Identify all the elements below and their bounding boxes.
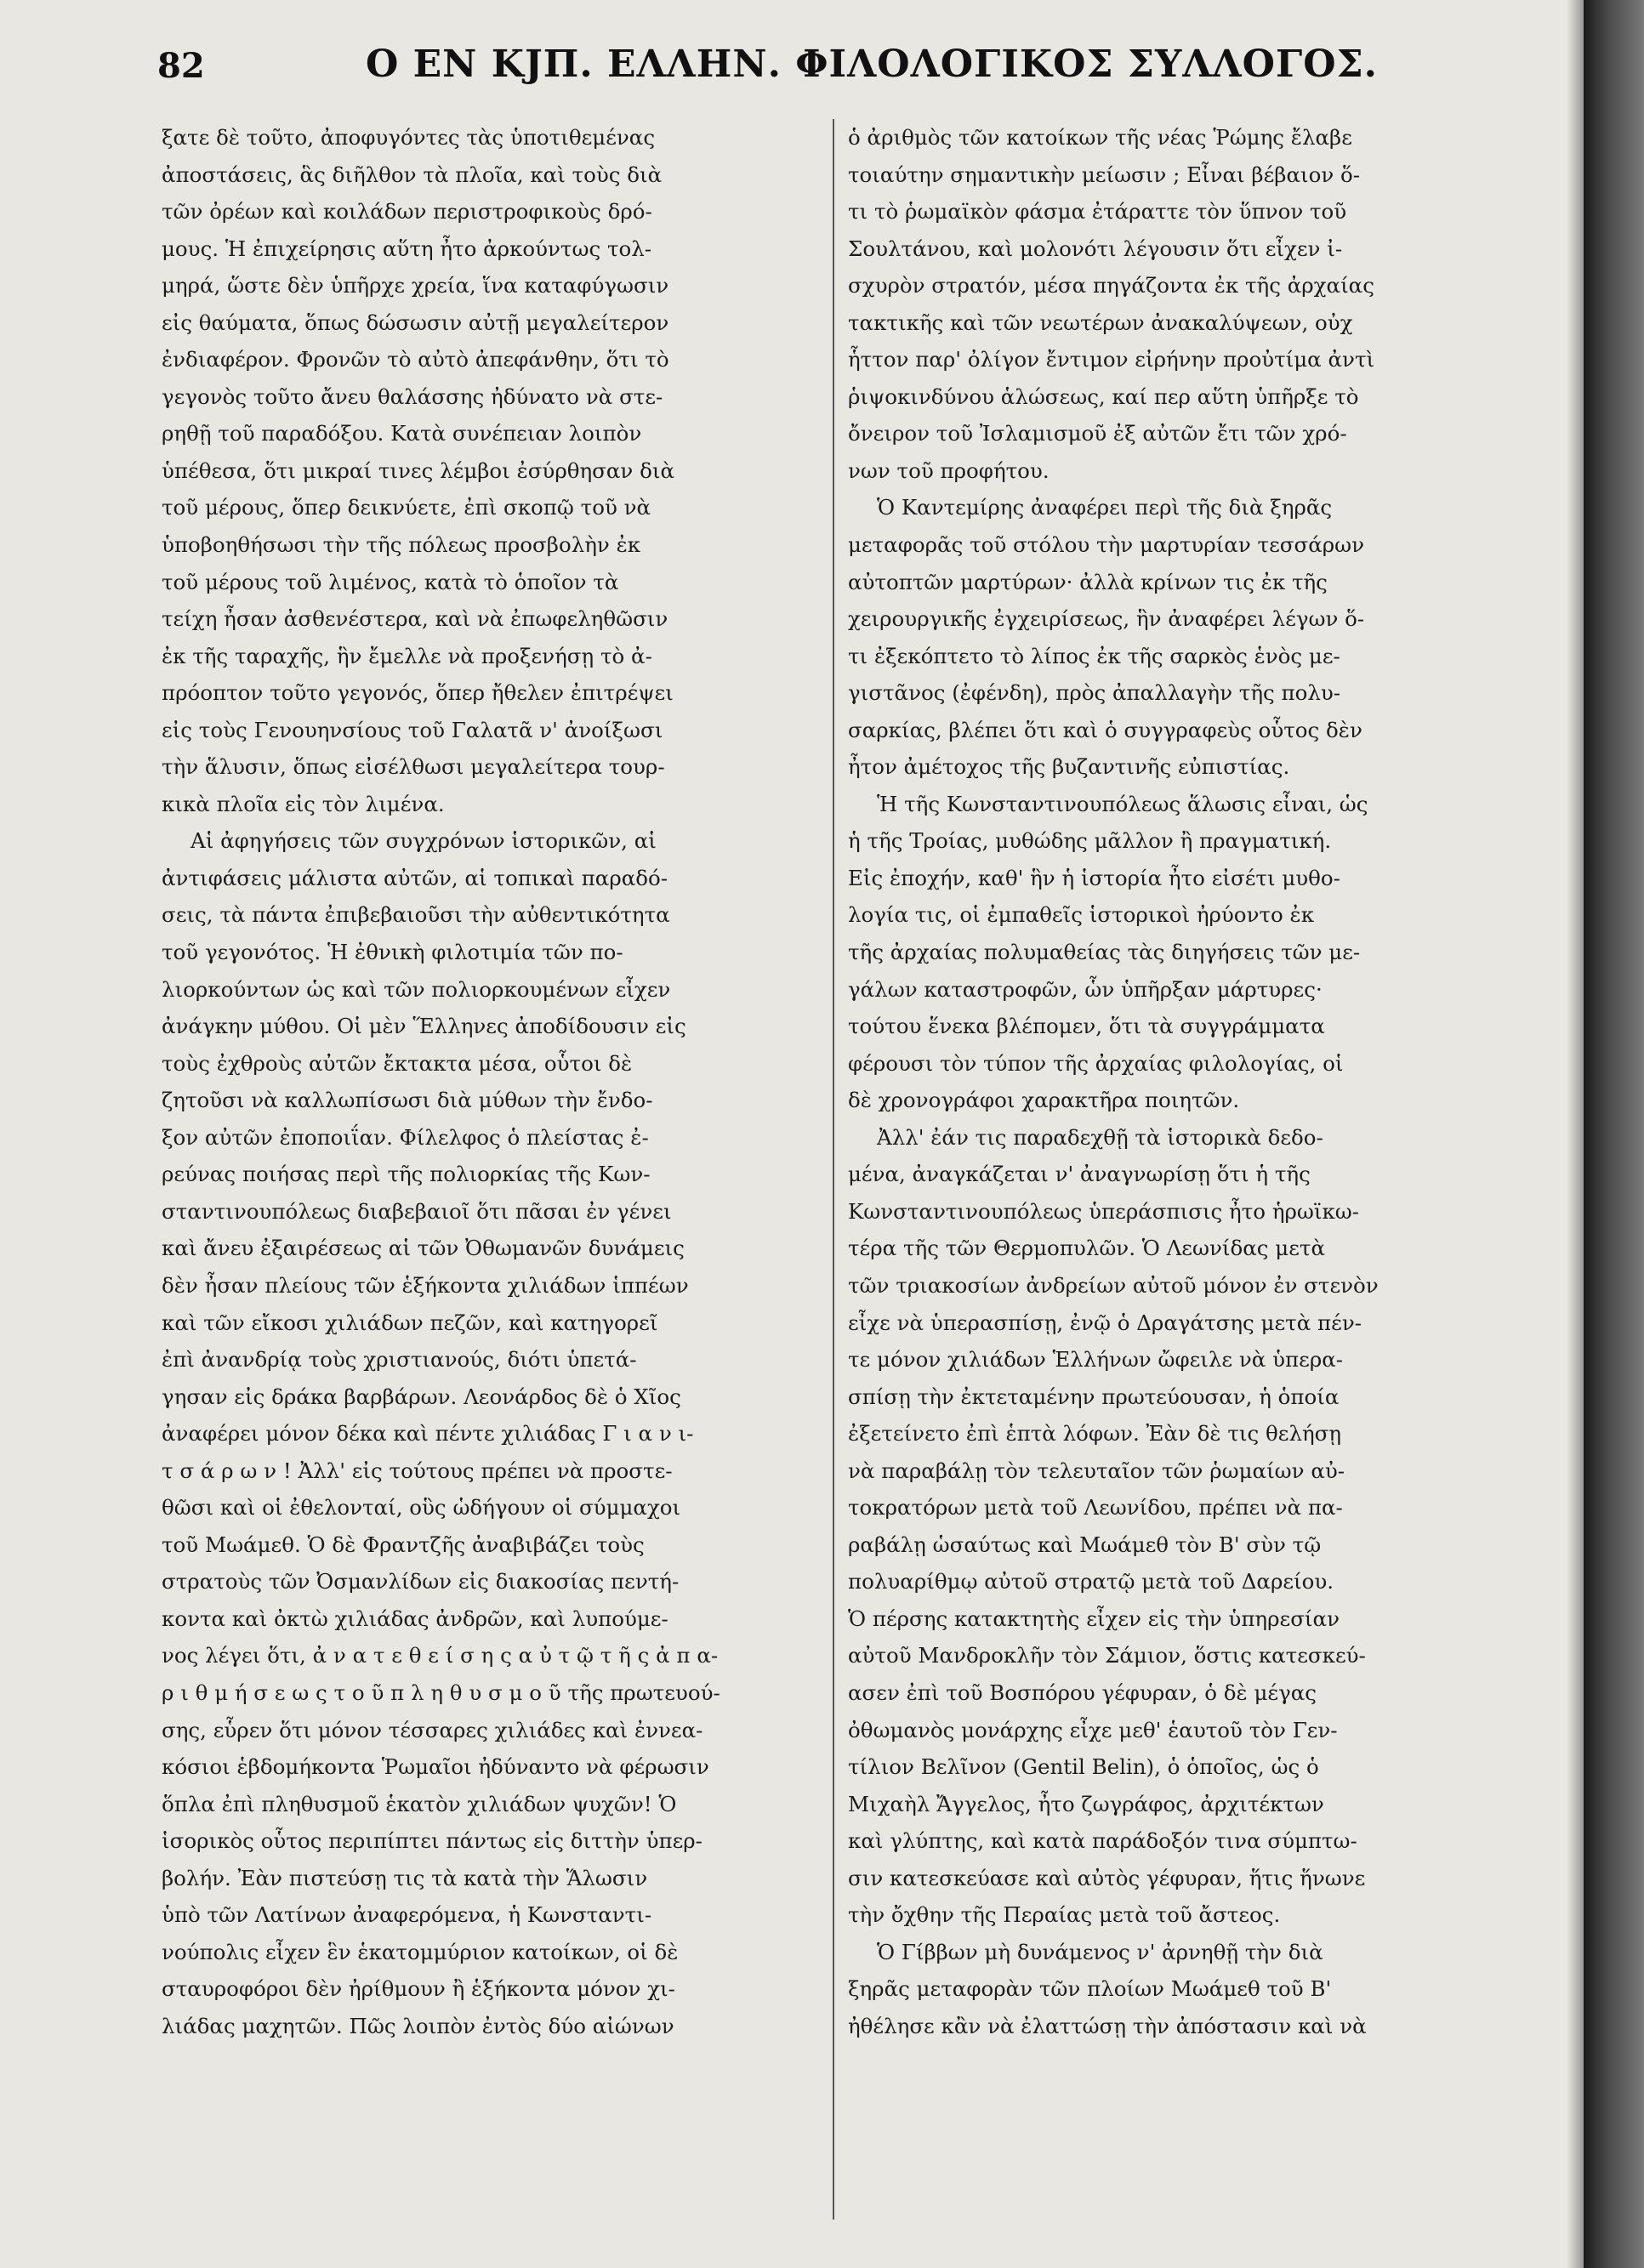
text-line: τι ἐξεκόπτετο τὸ λίπος ἐκ τῆς σαρκὸς ἑνὸς με- <box>848 643 1340 668</box>
right-column <box>848 119 1508 2044</box>
text-line: καὶ τῶν εἴκοσι χιλιάδων πεζῶν, καὶ κατηγορεῖ <box>162 1310 658 1335</box>
text-line: γησαν εἰς δράκα βαρβάρων. Λεονάρδος δὲ ὁ Χῖος <box>162 1384 681 1409</box>
text-line: σχυρὸν στρατόν, μέσα πηγάζοντα ἐκ τῆς ἀρχαίας <box>848 273 1374 298</box>
text-line: ὑποβοηθήσωσι τὴν τῆς πόλεως προσβολὴν ἐκ <box>162 532 641 558</box>
text-line: ρηθῇ τοῦ παραδόξου. Κατὰ συνέπειαν λοιπὸν <box>162 421 642 446</box>
running-title: Ο ΕΝ ΚJΠ. ΕΛΛΗΝ. ΦΙΛΟΛΟΓΙΚΟΣ ΣΥΛΛΟΓΟΣ. <box>366 43 1378 86</box>
text-line: πρόοπτον τοῦτο γεγονός, ὅπερ ἤθελεν ἐπιτρέψει <box>162 680 674 706</box>
text-line: τοῦ μέρους τοῦ λιμένος, κατὰ τὸ ὁποῖον τὰ <box>162 569 619 594</box>
text-line: τοῦ μέρους, ὅπερ δεικνύετε, ἐπὶ σκοπῷ τοῦ νὰ <box>162 495 651 520</box>
text-line: τείχη ἦσαν ἀσθενέστερα, καὶ νὰ ἐπωφεληθῶσιν <box>162 606 668 632</box>
text-line: νων τοῦ προφήτου. <box>848 458 1050 483</box>
text-line: ἐπὶ ἀνανδρίᾳ τοὺς χριστιανούς, διότι ὑπετά- <box>162 1347 637 1373</box>
text-line: σεις, τὰ πάντα ἐπιβεβαιοῦσι τὴν αὐθεντικότητα <box>162 902 670 928</box>
page-number: 82 <box>157 46 205 86</box>
text-line: στρατοὺς τῶν Ὀσμανλίδων εἰς διακοσίας πεντή- <box>162 1569 680 1594</box>
text-line: δὲ χρονογράφοι χαρακτῆρα ποιητῶν. <box>848 1088 1240 1113</box>
text-line: νος λέγει ὅτι, ἀ ν α τ ε θ ε ί σ η ς α ὐ τ ῷ τ ῆ ς ἀ π α- <box>162 1643 719 1668</box>
text-line: τε μόνον χιλιάδων Ἑλλήνων ὤφειλε νὰ ὑπερα- <box>848 1347 1344 1373</box>
text-line: τοκρατόρων μετὰ τοῦ Λεωνίδου, πρέπει νὰ πα- <box>848 1495 1343 1521</box>
text-line: Ὁ Γίββων μὴ δυνάμενος ν' ἀρνηθῇ τὴν διὰ <box>877 1939 1323 1964</box>
text-line: ζητοῦσι νὰ καλλωπίσωσι διὰ μύθων τὴν ἔνδο- <box>162 1088 653 1113</box>
text-line: βολήν. Ἐὰν πιστεύσῃ τις τὰ κατὰ τὴν Ἅλωσιν <box>162 1865 648 1890</box>
paragraph <box>848 786 1508 1119</box>
text-line: ἠθέλησε κἂν νὰ ἐλαττώσῃ τὴν ἀπόστασιν καὶ νὰ <box>848 2013 1367 2038</box>
text-line: ρ ι θ μ ή σ ε ω ς τ ο ῦ π λ η θ υ σ μ ο ῦ τῆς πρωτευού- <box>162 1680 720 1705</box>
text-line: τὴν ὄχθην τῆς Περαίας μετὰ τοῦ ἄστεος. <box>848 1902 1281 1928</box>
text-line: εἰς τοὺς Γενουηνσίους τοῦ Γαλατᾶ ν' ἀνοίξωσι <box>162 717 663 742</box>
text-line: Ἡ τῆς Κωνσταντινουπόλεως ἅλωσις εἶναι, ὡς <box>877 791 1368 816</box>
text-line: ἀποστάσεις, ἃς διῆλθον τὰ πλοῖα, καὶ τοὺς διὰ <box>162 162 663 187</box>
text-line: ἱσορικὸς οὗτος περιπίπτει πάντως εἰς διττὴν ὑπερ- <box>162 1828 703 1854</box>
text-line: ξατε δὲ τοῦτο, ἀποφυγόντες τὰς ὑποτιθεμένας <box>162 125 656 150</box>
text-line: τὴν ἅλυσιν, ὅπως εἰσέλθωσι μεγαλείτερα τουρ- <box>162 754 665 780</box>
text-line: ἐκ τῆς ταραχῆς, ἣν ἔμελλε νὰ προξενήσῃ τὸ ἀ- <box>162 643 652 668</box>
text-line: ξηρᾶς μεταφορὰν τῶν πλοίων Μωάμεθ τοῦ Β' <box>848 1976 1332 2002</box>
text-line: θῶσι καὶ οἱ ἐθελονταί, οὓς ὡδήγουν οἱ σύμμαχοι <box>162 1495 681 1521</box>
text-line: ὅπλα ἐπὶ πληθυσμοῦ ἑκατὸν χιλιάδων ψυχῶν! Ὁ <box>162 1791 677 1816</box>
text-line: ἀναφέρει μόνον δέκα καὶ πέντε χιλιάδας Γ ι α ν ι- <box>162 1421 694 1447</box>
text-line: σαρκίας, βλέπει ὅτι καὶ ὁ συγγραφεὺς οὗτος δὲν <box>848 717 1362 742</box>
page-edge-shadow <box>1567 0 1584 2268</box>
text-line: Εἰς ἐποχήν, καθ' ἣν ἡ ἱστορία ἦτο εἰσέτι μυθο- <box>848 865 1340 890</box>
paragraph <box>162 119 822 822</box>
text-line: Ὁ πέρσης κατακτητὴς εἶχεν εἰς τὴν ὑπηρεσίαν <box>848 1606 1340 1631</box>
text-line: τῶν ὀρέων καὶ κοιλάδων περιστροφικοὺς δρό- <box>162 199 652 225</box>
text-line: σπίσῃ τὴν ἐκτεταμένην πρωτεύουσαν, ἡ ὁποία <box>848 1384 1340 1409</box>
text-line: τι τὸ ῥωμαϊκὸν φάσμα ἐτάραττε τὸν ὕπνον τοῦ <box>848 199 1347 225</box>
text-line: μένα, ἀναγκάζεται ν' ἀναγνωρίσῃ ὅτι ἡ τῆς <box>848 1162 1311 1187</box>
paragraph <box>848 1119 1508 1934</box>
text-line: εἶχε νὰ ὑπερασπίσῃ, ἐνῷ ὁ Δραγάτσης μετὰ πέν- <box>848 1310 1362 1335</box>
page-header <box>157 43 1484 102</box>
text-line: ἧττον παρ' ὀλίγον ἔντιμον εἰρήνην προὐτίμα ἀντὶ <box>848 347 1375 372</box>
text-line: ὄνειρον τοῦ Ἰσλαμισμοῦ ἐξ αὐτῶν ἔτι τῶν χρό- <box>848 421 1347 446</box>
text-line: δὲν ἦσαν πλείους τῶν ἑξήκοντα χιλιάδων ἱππέων <box>162 1272 689 1298</box>
text-line: τῶν τριακοσίων ἀνδρείων αὐτοῦ μόνον ἐν στενὸν <box>848 1272 1379 1298</box>
text-line: κικὰ πλοῖα εἰς τὸν λιμένα. <box>162 791 445 816</box>
text-line: Ἀλλ' ἐάν τις παραδεχθῇ τὰ ἱστορικὰ δεδο- <box>877 1124 1323 1150</box>
text-line: λογία τις, οἱ ἐμπαθεῖς ἱστορικοὶ ἠρύοντο ἐκ <box>848 902 1315 928</box>
text-line: πολυαρίθμῳ αὐτοῦ στρατῷ μετὰ τοῦ Δαρείου. <box>848 1569 1334 1594</box>
text-line: ἦτον ἀμέτοχος τῆς βυζαντινῆς εὐπιστίας. <box>848 754 1290 780</box>
text-line: σταυροφόροι δὲν ἠρίθμουν ἢ ἑξήκοντα μόνον χι- <box>162 1976 675 2002</box>
text-line: καὶ ἄνευ ἐξαιρέσεως αἱ τῶν Ὀθωμανῶν δυνάμεις <box>162 1236 685 1261</box>
text-line: ἡ τῆς Τροίας, μυθώδης μᾶλλον ἢ πραγματική. <box>848 828 1332 854</box>
text-line: χειρουργικῆς ἐγχειρίσεως, ἣν ἀναφέρει λέγων ὅ- <box>848 606 1365 632</box>
text-line: τ σ ά ρ ω ν ! Ἀλλ' εἰς τούτους πρέπει νὰ προστε- <box>162 1458 673 1483</box>
text-line: γεγονὸς τοῦτο ἄνευ θαλάσσης ἠδύνατο νὰ στε- <box>162 384 663 409</box>
text-line: τῆς ἀρχαίας πολυμαθείας τὰς διηγήσεις τῶν με- <box>848 940 1361 965</box>
text-line: Αἱ ἀφηγήσεις τῶν συγχρόνων ἱστορικῶν, αἱ <box>191 828 657 854</box>
paragraph <box>848 119 1508 489</box>
text-line: σης, εὗρεν ὅτι μόνον τέσσαρες χιλιάδες καὶ ἐννεα- <box>162 1717 703 1742</box>
text-line: τοὺς ἐχθροὺς αὐτῶν ἔκτακτα μέσα, οὗτοι δὲ <box>162 1050 633 1076</box>
text-line: ἀντιφάσεις μάλιστα αὐτῶν, αἱ τοπικαὶ παραδό- <box>162 865 668 890</box>
text-line: Μιχαὴλ Ἄγγελος, ἦτο ζωγράφος, ἀρχιτέκτων <box>848 1791 1324 1816</box>
text-line: ὑπέθεσα, ὅτι μικραί τινες λέμβοι ἐσύρθησαν διὰ <box>162 458 675 483</box>
text-line: ραβάλῃ ὡσαύτως καὶ Μωάμεθ τὸν Β' σὺν τῷ <box>848 1532 1322 1557</box>
text-line: κοντα καὶ ὀκτὼ χιλιάδας ἀνδρῶν, καὶ λυπούμε- <box>162 1606 668 1631</box>
text-line: ἐξετείνετο ἐπὶ ἑπτὰ λόφων. Ἐὰν δὲ τις θελήσῃ <box>848 1421 1342 1447</box>
column-divider <box>833 119 834 2220</box>
text-line: Σουλτάνου, καὶ μολονότι λέγουσιν ὅτι εἶχεν ἰ- <box>848 236 1343 261</box>
text-line: ὁ ἀριθμὸς τῶν κατοίκων τῆς νέας Ῥώμης ἔλαβε <box>848 125 1352 150</box>
text-line: ρεύνας ποιήσας περὶ τῆς πολιορκίας τῆς Κων- <box>162 1162 651 1187</box>
text-line: μεταφορᾶς τοῦ στόλου τὴν μαρτυρίαν τεσσάρων <box>848 532 1365 558</box>
text-line: τοῦ γεγονότος. Ἡ ἐθνικὴ φιλοτιμία τῶν πο- <box>162 940 623 965</box>
left-column <box>162 119 822 2044</box>
text-line: ὀθωμανὸς μονάρχης εἶχε μεθ' ἑαυτοῦ τὸν Γεν- <box>848 1717 1338 1742</box>
text-line: καὶ γλύπτης, καὶ κατὰ παράδοξόν τινα σύμπτω- <box>848 1828 1357 1854</box>
text-line: αὐτοῦ Μανδροκλῆν τὸν Σάμιον, ὅστις κατεσκεύ- <box>848 1643 1366 1668</box>
text-line: ῥιψοκινδύνου ἁλώσεως, καί περ αὕτη ὑπῆρξε τὸ <box>848 384 1359 409</box>
text-line: ὑπὸ τῶν Λατίνων ἀναφερόμενα, ἡ Κωνσταντι- <box>162 1902 652 1928</box>
paragraph <box>162 822 822 2044</box>
text-line: εἰς θαύματα, ὅπως δώσωσιν αὐτῇ μεγαλείτερον <box>162 310 669 335</box>
text-line: ἀνάγκην μύθου. Οἱ μὲν Ἕλληνες ἀποδίδουσιν εἰς <box>162 1014 686 1039</box>
paragraph <box>848 489 1508 785</box>
text-line: φέρουσι τὸν τύπον τῆς ἀρχαίας φιλολογίας, οἱ <box>848 1050 1344 1076</box>
text-line: γιστᾶνος (ἐφένδη), πρὸς ἀπαλλαγὴν τῆς πολυ- <box>848 680 1341 706</box>
text-line: τοῦ Μωάμεθ. Ὁ δὲ Φραντζῆς ἀναβιβάζει τοὺς <box>162 1532 645 1557</box>
text-line: ἐνδιαφέρον. Φρονῶν τὸ αὐτὸ ἀπεφάνθην, ὅτι τὸ <box>162 347 669 372</box>
text-line: Ὁ Καντεμίρης ἀναφέρει περὶ τῆς διὰ ξηρᾶς <box>877 495 1333 520</box>
text-line: τούτου ἕνεκα βλέπομεν, ὅτι τὰ συγγράμματα <box>848 1014 1325 1039</box>
text-line: τακτικῆς καὶ τῶν νεωτέρων ἀνακαλύψεων, οὐχ <box>848 310 1353 335</box>
text-line: γάλων καταστροφῶν, ὧν ὑπῆρξαν μάρτυρες· <box>848 976 1323 1002</box>
text-line: μηρά, ὥστε δὲν ὑπῆρχε χρεία, ἵνα καταφύγωσιν <box>162 273 669 298</box>
text-line: λιάδας μαχητῶν. Πῶς λοιπὸν ἐντὸς δύο αἰώνων <box>162 2013 674 2038</box>
text-line: τίλιον Βελῖνον (Gentil Belin), ὁ ὁποῖος, ὡς ὁ <box>848 1754 1319 1780</box>
text-line: σταντινουπόλεως διαβεβαιοῖ ὅτι πᾶσαι ἐν γένει <box>162 1198 672 1224</box>
text-line: αὐτοπτῶν μαρτύρων· ἀλλὰ κρίνων τις ἐκ τῆς <box>848 569 1328 594</box>
text-line: νὰ παραβάλῃ τὸν τελευταῖον τῶν ῥωμαίων αὐ- <box>848 1458 1345 1483</box>
text-line: νούπολις εἶχεν ἓν ἑκατομμύριον κατοίκων, οἱ δὲ <box>162 1939 679 1964</box>
text-line: λιορκούντων ὡς καὶ τῶν πολιορκουμένων εἶχεν <box>162 976 671 1002</box>
paragraph <box>848 1934 1508 2045</box>
text-line: Κωνσταντινουπόλεως ὑπεράσπισις ἦτο ἡρωϊκω- <box>848 1198 1360 1224</box>
text-line: τοιαύτην σημαντικὴν μείωσιν ; Εἶναι βέβαιον ὅ- <box>848 162 1361 187</box>
text-line: ασεν ἐπὶ τοῦ Βοσπόρου γέφυραν, ὁ δὲ μέγας <box>848 1680 1317 1705</box>
text-line: σιν κατεσκεύασε καὶ αὐτὸς γέφυραν, ἥτις ἥνωνε <box>848 1865 1366 1890</box>
text-line: κόσιοι ἑβδομήκοντα Ῥωμαῖοι ἠδύναντο νὰ φέρωσιν <box>162 1754 709 1780</box>
text-line: τέρα τῆς τῶν Θερμοπυλῶν. Ὁ Λεωνίδας μετὰ <box>848 1236 1325 1261</box>
text-line: μους. Ἡ ἐπιχείρησις αὕτη ἦτο ἀρκούντως τολ- <box>162 236 652 261</box>
text-line: ξον αὐτῶν ἐποποιΐαν. Φίλελφος ὁ πλείστας ἐ- <box>162 1124 649 1150</box>
book-gutter <box>1584 0 1644 2268</box>
